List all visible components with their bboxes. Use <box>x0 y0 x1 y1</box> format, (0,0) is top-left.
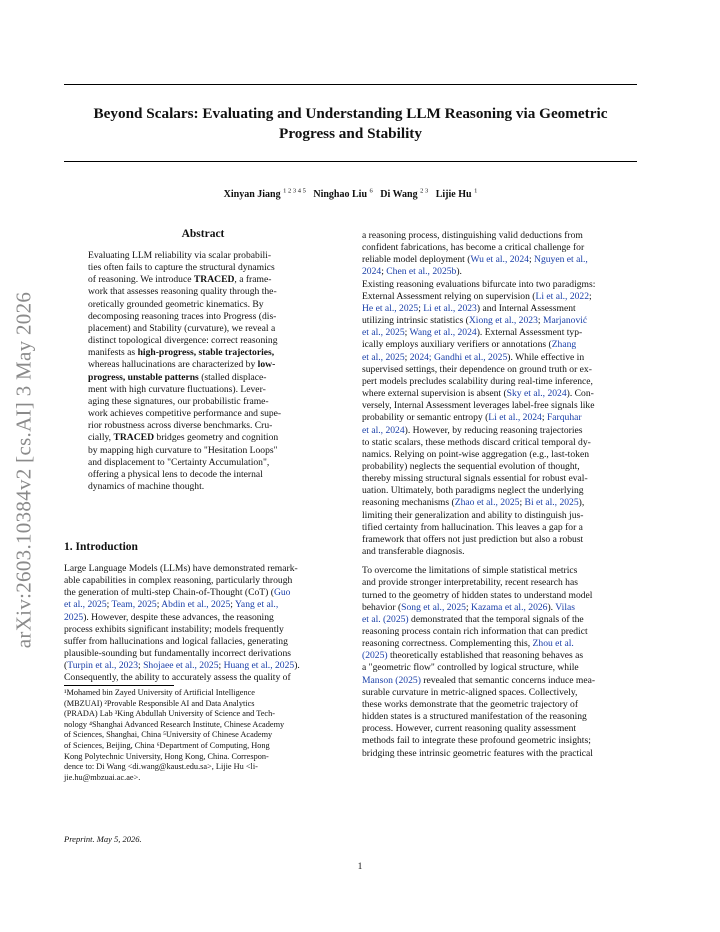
text-line: methods fail to integrate these profound geometric insights; <box>362 735 591 747</box>
text-line: of Sciences, Shanghai, China ⁵University of Chinese Academy <box>64 730 273 740</box>
paragraph <box>362 565 637 760</box>
text-line: (PRADA) Lab ³King Abdullah University of Science and Tech- <box>64 709 275 719</box>
text-line: confident fabrications, has become a critical challenge for <box>362 242 585 254</box>
text-line: by mapping high curvature to "Hesitation Loops" <box>88 444 278 456</box>
text-line: tified certainty from hallucination. This leaves a gap for a <box>362 521 583 533</box>
text-line: External Assessment relying on supervision (Li et al., 2022; <box>362 290 592 302</box>
text-line: limiting their generalization and ability to distinguish jus- <box>362 509 584 521</box>
text-line: ment with high curvature fluctuations). Lever- <box>88 383 266 395</box>
footnote-rule <box>64 685 174 686</box>
text-line: to static scalars, these methods discard critical temporal dy- <box>362 436 591 448</box>
arxiv-stamp: arXiv:2603.10384v2 [cs.AI] 3 May 2026 <box>11 291 36 649</box>
preprint-note: Preprint. May 5, 2026. <box>64 834 142 844</box>
author: Xinyan Jiang $^{1 2 3 4 5}$ <box>223 188 306 201</box>
text-line: and transferable diagnosis. <box>362 546 465 558</box>
text-line: probability or semantic entropy (Li et al., 2024; Farquhar <box>362 412 582 424</box>
text-line: 2025). However, despite these advances, the reasoning <box>64 611 274 623</box>
text-line: et al. (2025) demonstrated that the temporal signals of the <box>362 613 584 625</box>
text-line: thereby missing structural signals essential for robust eval- <box>362 473 588 485</box>
text-line: ties often fails to capture the structural dynamics <box>88 262 275 274</box>
text-line: framework that offers not just prediction but also a robust <box>362 533 584 545</box>
text-line: Consequently, the ability to accurately assess the quality of <box>64 672 291 684</box>
text-line: probability) neglects the sequential evolution of thought, <box>362 460 580 472</box>
text-line: whereas hallucinations are characterized by low- <box>88 359 276 371</box>
text-line: reasoning mechanisms (Zhao et al., 2025; Bi et al., 2025), <box>362 497 585 509</box>
text-line: Existing reasoning evaluations bifurcate into two paradigms: <box>362 278 596 290</box>
author: Ninghao Liu $^6$ <box>313 188 373 201</box>
page-number: 1 <box>357 862 363 872</box>
text-line: ically employs auxiliary verifiers or annotations (Zhang <box>362 339 577 351</box>
paragraph <box>362 279 637 559</box>
text-line: suffer from hallucinations and logical fallacies, generating <box>64 635 288 647</box>
text-line: surable curvature in metric-aligned spaces. Collectively, <box>362 686 578 698</box>
text-line: manifests as high-progress, stable trajectories, <box>88 347 275 359</box>
text-line: 2024; Chen et al., 2025b). <box>362 266 462 278</box>
text-line: behavior (Song et al., 2025; Kazama et al., 2026). Vilas <box>362 601 575 613</box>
abstract-body <box>88 250 320 493</box>
text-line: et al., 2024). However, by reducing reasoning trajectories <box>362 424 583 436</box>
text-line: ¹Mohamed bin Zayed University of Artificial Intelligence <box>64 688 255 697</box>
text-line: and provide stronger interpretability, recent research has <box>362 577 578 589</box>
text-line: placement) and Stability (curvature), we reveal a <box>88 322 276 334</box>
paper-title <box>64 104 637 144</box>
text-line: reasoning correctness. Complementing this, Zhou et al. <box>362 638 574 650</box>
text-line: cially, TRACED bridges geometry and cognition <box>88 432 279 444</box>
text-line: reasoning process contain rich information that can predict <box>362 626 588 637</box>
text-line: of reasoning. We introduce TRACED, a frame- <box>88 274 272 286</box>
text-line: supervised settings, their dependence on ground truth or ex- <box>362 363 592 375</box>
text-line: plausible-sounding but fundamentally incorrect derivations <box>64 648 291 660</box>
text-line: hidden states is a structured manifestation of the reasoning <box>362 711 587 723</box>
text-line: aging these signatures, our probabilistic frame- <box>88 395 269 407</box>
paragraph <box>362 230 637 279</box>
text-line: reliable model deployment (Wu et al., 2024; Nguyen et al., <box>362 254 588 266</box>
text-line: (Turpin et al., 2023; Shojaee et al., 2025; Huang et al., 2025). <box>64 660 300 672</box>
text-line: and displacement to "Certainty Accumulation", <box>88 456 270 468</box>
text-line: offering a physical lens to decode the internal <box>88 468 263 480</box>
text-line: et al., 2025; 2024; Gandhi et al., 2025). While effective in <box>362 351 585 363</box>
text-line: uation. Ultimately, both paradigms neglect the underlying <box>362 485 584 497</box>
text-line: Large Language Models (LLMs) have demonstrated remark- <box>64 563 298 574</box>
right-column <box>362 230 637 760</box>
title-line: Progress and Stability <box>279 125 422 142</box>
text-line: process. However, current reasoning quality assessment <box>362 723 577 735</box>
text-line: the generation of multi-step Chain-of-Thought (CoT) (Guo <box>64 587 291 599</box>
text-line: distinct topological divergence: correct reasoning <box>88 335 278 347</box>
text-line: bridging these intrinsic geometric features with the practical <box>362 747 593 759</box>
text-line: To overcome the limitations of simple statistical metrics <box>362 565 578 577</box>
introduction-heading: 1. Introduction <box>64 541 138 553</box>
title-line: Beyond Scalars: Evaluating and Understanding LLM Reasoning via Geometric <box>93 105 608 122</box>
text-line: rior robustness across diverse benchmarks. Cru- <box>88 420 273 432</box>
text-line: a "geometric flow" controlled by logical structure, while <box>362 662 579 674</box>
text-line: He et al., 2025; Li et al., 2023) and Internal Assessment <box>362 302 576 314</box>
affiliation-footnote <box>64 688 341 783</box>
text-line: utilizing intrinsic statistics (Xiong et al., 2023; Marjanović <box>362 315 588 327</box>
author: Di Wang $^{2 3}$ <box>380 188 429 201</box>
text-line: (MBZUAI) ²Provable Responsible AI and Data Analytics <box>64 698 255 708</box>
author: Lijie Hu $^1$ <box>435 188 478 201</box>
text-line: work achieves competitive performance and supe- <box>88 408 282 420</box>
text-line: versely, Internal Assessment leverages label-free signals like <box>362 400 595 412</box>
top-rule <box>64 84 637 85</box>
text-line: Evaluating LLM reliability via scalar probabili- <box>88 250 272 261</box>
abstract-heading: Abstract <box>181 228 225 240</box>
text-line: nology ⁴Shanghai Advanced Research Institute, Chinese Academy <box>64 719 285 729</box>
text-line: process exhibits significant instability; models frequently <box>64 623 284 635</box>
text-line: work that assesses reasoning quality through the- <box>88 286 277 298</box>
text-line: pert models precludes scalability during real-time inference, <box>362 375 593 387</box>
text-line: dence to: Di Wang <di.wang@kaust.edu.sa>, Lijie Hu <li- <box>64 762 258 772</box>
text-line: Manson (2025) revealed that semantic concerns induce mea- <box>362 674 596 686</box>
title-bottom-rule <box>64 161 637 162</box>
author-list <box>64 188 637 200</box>
text-line: turned to the geometry of hidden states to understand model <box>362 589 593 601</box>
text-line: of Sciences, Beijing, China ⁶Department of Computing, Hong <box>64 740 270 750</box>
text-line: et al., 2025; Wang et al., 2024). External Assessment typ- <box>362 327 583 339</box>
text-line: able capabilities in complex reasoning, particularly through <box>64 575 293 587</box>
text-line: dynamics of machine thought. <box>88 480 205 492</box>
text-line: a reasoning process, distinguishing valid deductions from <box>362 230 583 241</box>
text-line: where external supervision is absent (Sky et al., 2024). Con- <box>362 388 594 400</box>
text-line: progress, unstable patterns (stalled displace- <box>88 371 267 383</box>
text-line: decomposing reasoning traces into Progress (dis- <box>88 310 277 322</box>
text-line: oretically grounded geometric kinematics. By <box>88 298 264 310</box>
text-line: jie.hu@mbzuai.ac.ae>. <box>64 772 141 782</box>
text-line: these works demonstrate that the geometric trajectory of <box>362 698 579 710</box>
introduction-body <box>64 563 341 685</box>
text-line: et al., 2025; Team, 2025; Abdin et al., 2025; Yang et al., <box>64 599 279 611</box>
text-line: Kong Polytechnic University, Hong Kong, China. Correspon- <box>64 751 269 761</box>
text-line: namics. Relying on point-wise aggregation (e.g., last-token <box>362 448 589 460</box>
text-line: (2025) theoretically established that reasoning behaves as <box>362 650 584 662</box>
